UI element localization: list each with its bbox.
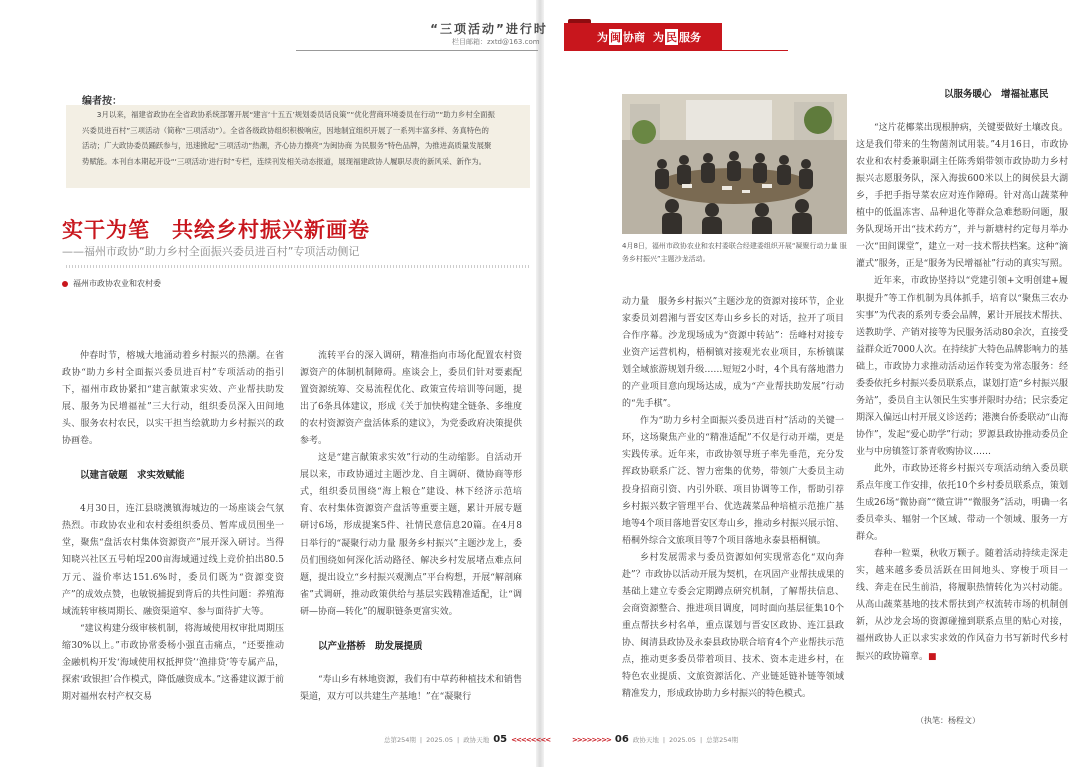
end-mark-icon: ■ (928, 651, 937, 662)
photo-caption: 4月8日，福州市政协农业和农村委联合经建委组织开展“凝聚行动力量 服务乡村振兴”主题沙龙活动。 (622, 242, 847, 263)
text-column-2 (300, 348, 522, 706)
footer-date: 2025.05 (426, 735, 454, 744)
section-heading: 以产业搭桥 助发展提质 (318, 640, 423, 652)
footer-magazine: 政协天地 (463, 736, 490, 744)
footer-magazine: 政协天地 (632, 736, 659, 744)
paragraph: “这片花椰菜出现根肿病，关键要做好土壤改良。这是我们带来的生物菌剂试用装。”4月16日，市政协农业和农村委兼职副主任陈秀娟带领市政协助力乡村振兴志愿服务队，深入海拔600米以上的闽侯县大湖乡，手把手指导菜农应对连作障碍。针对高山蔬菜种植中的低温冻害、品种退化等群众急难愁盼问题，服务队现场开出“技术药方”，并与新塘村约定每月举办一次“田间课堂”，建立一对一技术帮扶档案。这种“滴灌式”服务，正是“服务为民增福祉”行动的真实写照。 (856, 123, 1068, 270)
author-dot-icon (62, 281, 68, 287)
article-byline: （执笔：杨程文） (916, 716, 980, 725)
editor-note-heading: 编者按： (82, 96, 122, 107)
footer-date: 2025.05 (669, 735, 696, 744)
footer-left: 总第254期 | 2025.05 | 政协天地 05 <<<<<<<< (384, 734, 551, 745)
article-title: 实干为笔 共绘乡村振兴新画卷 (62, 217, 370, 242)
footer-issue: 总第254期 (384, 736, 416, 744)
paragraph: 仲春时节，榕城大地涌动着乡村振兴的热潮。在省政协“助力乡村全面振兴委员进百村”专项活动的指引下，福州市政协紧扣“建言献策求实效、产业帮扶助发展、服务为民增福祉”三大行动，组织委员深入田间地头、服务农村农民，以实干担当绘就助力乡村振兴的政协画卷。 (62, 351, 284, 447)
paragraph: 4月30日，连江县晓澳镇海城边的一场座谈会气氛热烈。市政协农业和农村委组织委员、暂库成员围坐一堂，聚焦“盘活农村集体资源资产”展开深入研讨。当得知晓兴社区五号帕埕200亩海域通过线上竞价拍出80.5万元、溢价率达151.6%时，委员们既为“资源变资产”的成效点赞，也敏锐捕捉到背后的共性问题：养殖海域流转审核周期长、融资渠道窄、参与面待扩大等。 (62, 504, 284, 617)
footer-right: >>>>>>>> 06 政协天地 | 2025.05 | 总第254期 (572, 734, 739, 745)
text-column-3 (622, 294, 844, 703)
header-rule (296, 50, 538, 51)
banner-word-4: 为 (653, 30, 664, 44)
section-heading: 以服务暖心 增福祉惠民 (944, 89, 1049, 100)
banner-word-3: 协商 (623, 30, 645, 44)
column-series-title: “三项活动”进行时 (430, 22, 548, 36)
paragraph: 乡村发展需求与委员资源如何实现常态化“双向奔赴”？市政协以活动开展为契机，在巩固产业帮扶成果的基础上建立专委会定期蹲点研究机制，了解帮扶信息、会商资源整合、推进项目调度，同时面向基层征集10个重点帮扶乡村名单，重点谋划与晋安区政协、连江县政协、闽清县政协及永泰县政协联合培育4个产业帮扶示范点，推动更多委员带着项目、技术、资本走进乡村，在特色农业提质、文旅资源活化、产业链延链补链等领域精准发力，形成政协助力乡村振兴的特色模式。 (622, 552, 844, 700)
article-author (62, 278, 161, 289)
page-number-left: 05 (493, 734, 508, 745)
article-subtitle: ——福州市政协“助力乡村全面振兴委员进百村”专项活动侧记 (62, 245, 360, 258)
meeting-photo (622, 94, 847, 234)
arrow-left-icon: <<<<<<<< (511, 735, 551, 744)
paragraph: 作为“助力乡村全面振兴委员进百村”活动的关键一环，这场聚焦产业的“精准适配”不仅是行动开端，更是实践传承。近年来，市政协领导班子率先垂范，充分发挥政协联系广泛、智力密集的优势，带领广大委员主动投身招商引资、内引外联、项目协调等工作，帮助引荐乡村振兴数字管理平台、优选蔬菜品种培植示范推广基地等4个项目落地晋安区寿山乡，推动乡村振兴展示馆、梧桐外综合文旅项目等7个项目落地永泰县梧桐镇。 (622, 416, 844, 546)
text-column-1 (62, 348, 284, 706)
paragraph: “建议构建分级审核机制，将海域使用权审批周期压缩30%以上。”市政协常委杨小强直击痛点，“还要推动金融机构开发‘海域使用权抵押贷’‘渔排贷’等专属产品，探索‘政银担’合作模式，降低融资成本。”这番建议源于前期对福州农村产权交易 (62, 623, 284, 702)
arrow-right-icon: >>>>>>>> (572, 735, 611, 744)
banner-rule (564, 50, 788, 51)
banner-word-6: 服务 (679, 30, 701, 44)
paragraph: 这是“建言献策求实效”行动的生动缩影。自活动开展以来，市政协通过主题沙龙、自主调研、微协商等形式，组织委员围绕“海上粮仓”建设、林下经济示范培育、农村集体资源资产盘活等重要主题，累计开展专题研讨6场，形成提案5件、社情民意信息20篇。在4月8日举行的“凝聚行动力量 服务乡村振兴”主题沙龙上，委员们围绕如何深化活动路径、解决乡村发展堵点难点问题，提出设立“乡村振兴观测点”平台构想，开展“解剖麻雀”式调研，推动政策供给与基层实践精准适配，让“调研—协商—转化”的履职链条更富实效。 (300, 453, 522, 617)
slogan-banner (564, 23, 722, 50)
paragraph: 近年来，市政协坚持以“党建引领+文明创建+履职提升”等工作机制为具体抓手，培育以“聚焦三农办实事”为代表的系列专委会品牌，累计开展技术帮扶、送教助学、产销对接等为民服务活动80余次，直接受益群众近7000人次。在持续扩大特色品牌影响力的基础上，市政协力求推动活动运作转变为常态服务：经委委依托乡村振兴委员联系点，谋划打造“乡村振兴服务站”，委员自主认领民生实事并限时办结；民宗委定期深入偏远山村开展义诊送药；港澳台侨委联动“山海协作”，发起“爱心助学”行动；罗源县政协推动委员企业与中房镇签订茶青收购协议…… (856, 276, 1068, 457)
editor-note-body: 3月以来，福建省政协在全省政协系统部署开展“建言‘十五五’规划委员话良策”“优化营商环境委员在行动”“助力乡村全面振兴委员进百村”三项活动（简称“三项活动”）。全省各级政协组织积极响应，因地制宜组织开展了一系列丰富多样、务真特色的活动；广大政协委员踊跃参与，迅速掀起“三项活动”热潮，齐心协力擦亮“为闽协商 为民服务”特色品牌，为推进高质量发展聚势赋能。本刊自本期起开设“‘三项活动’进行时”专栏，连续刊发相关动态报道，展现福建政协人履职尽责的新风采、新作为。 (82, 110, 495, 166)
paragraph-text: 春种一粒粟，秋收万颗子。随着活动持续走深走实，越来越多委员活跃在田间地头、穿梭于项目一线、奔走在民生前沿，将履职热情转化为兴村动能。从高山蔬菜基地的技术帮扶到产权流转市场的机制创新，从沙龙会场的资源碰撞到联系点里的贴心对接，福州政协人正以求实求效的作风奋力书写新时代乡村振兴的政协篇章。 (856, 549, 1068, 662)
footer-issue: 总第254期 (706, 736, 739, 744)
page-number-right: 06 (614, 734, 629, 745)
paragraph: 流转平台的深入调研，精准指向市场化配置农村资源资产的体制机制障碍。座谈会上，委员们针对要素配置资源统筹、交易流程优化、政策宣传培训等问题，提出了6条具体建议，形成《关于加快构建全链条、多维度的农村资源资产盘活体系的建议》，为党委政府决策提供参考。 (300, 351, 522, 447)
paragraph: 动力量 服务乡村振兴”主题沙龙的资源对接环节，企业家委员刘碧湘与晋安区寿山乡乡长的对话，拉开了项目合作序幕。沙龙现场成为“资源中转站”：岳峰村对接专业资产运营机构，梧桐镇对接观光农业项目，东桥镇谋划全域旅游规划升级……短短2小时，4个具有落地潜力的产业项目意向现场达成，成为“产业帮扶助发展”行动的“先手棋”。 (622, 297, 844, 410)
text-column-4 (856, 78, 1068, 666)
paragraph: 此外，市政协还将乡村振兴专项活动纳入委员联系点年度工作安排，依托10个乡村委员联系点，策划生成26场“微协商”“微宣讲”“微服务”活动，明确一名委员牵头、辐射一个区域、带动一个领域、服务一方群众。 (856, 463, 1068, 543)
paragraph: “寿山乡有林地资源，我们有中草药种植技术和销售渠道，双方可以共建生产基地！”在“凝聚行 (300, 674, 522, 702)
section-heading: 以建言破题 求实效赋能 (80, 470, 185, 482)
paragraph (856, 546, 1068, 665)
column-mailbox: 栏目邮箱：zxtd@163.com (452, 38, 540, 46)
author-name: 福州市政协农业和农村委 (73, 279, 161, 288)
banner-word-5: 民 (666, 30, 677, 44)
banner-word-1: 为 (597, 30, 608, 44)
title-rule (66, 265, 530, 268)
page-gutter (536, 0, 544, 767)
meeting-photo-illustration (622, 94, 847, 234)
banner-word-2: 闽 (610, 30, 621, 44)
